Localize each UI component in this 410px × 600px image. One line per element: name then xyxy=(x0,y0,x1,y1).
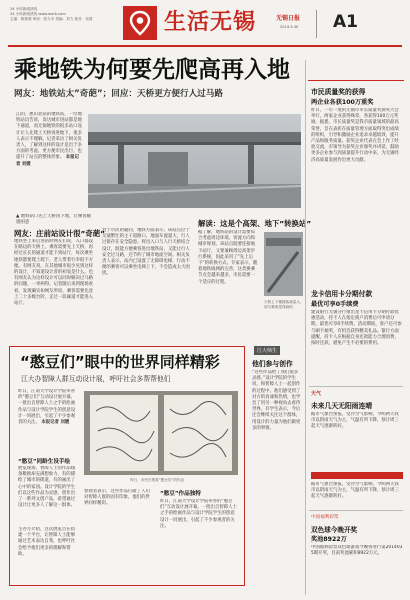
feature-sub1: “憨豆”同龄生设手绘 xyxy=(18,459,71,465)
station-photo-caption: ▲ 地铁站口先上天桥再下地，让乘客颇感困惑 xyxy=(16,214,92,226)
credit-card-sub: 最优可享0手续费 xyxy=(311,301,359,308)
artwork-photo xyxy=(84,391,238,475)
lottery-text: 中国福利彩票双色球游戏今晚将进行第2014035期开奖，目前奖池累积8922万元。 xyxy=(311,545,403,557)
issue-date: 2014.3.30 xyxy=(280,25,299,29)
info-line-1: 24 小时新闻热线 xyxy=(10,7,38,11)
lottery-head: 双色球今晚开奖 xyxy=(311,526,358,534)
lottery-sub: 奖池8922万 xyxy=(311,536,347,543)
lead-right-head: 解读：这是个高架、地下”转换站” xyxy=(198,219,312,228)
lead-intro-byline: 本报记者 刘媛 xyxy=(16,155,79,167)
side-label: 江大师生 xyxy=(254,346,280,355)
feature-subhead: 江大办智障人群互动设计展，呼吁社会多帮帮他们 xyxy=(21,375,171,383)
weather-detail: 据市气象台预报，受冷空气影响，今明两天我市以阴雨天气为主，气温有所下降，预计周三起天气逐渐转好。 xyxy=(311,482,399,500)
artwork-caption: 昨日，市民在观看“憨豆们”的作品 xyxy=(130,478,185,482)
side-head: 他们参与创作 xyxy=(252,360,293,368)
feature-sub2: “憨豆”作品独特 xyxy=(160,491,201,497)
masthead-info xyxy=(10,7,122,22)
lottery-label: 中国福利彩票 xyxy=(311,515,339,520)
quality-award-sub: 两企业各获100万重奖 xyxy=(311,99,374,106)
lottery-divider xyxy=(309,510,403,511)
weather-divider xyxy=(309,386,403,387)
masthead-divider xyxy=(316,10,317,38)
weather-bar xyxy=(311,472,403,479)
side-text: “这些作品给了我们很多灵感。”设计学院的学生说，和智障人士一起创作的过程中，他们感受到了对方的真诚和热情，也学会了用另一种视角去看待世界。有学生表示，今后还会继续关注这个群体，用设计的力量为他们做更多的事情。 xyxy=(252,370,301,431)
feature-intro xyxy=(18,389,78,449)
credit-card-head: 龙卡信用卡分期付款 xyxy=(311,290,373,298)
feature-headline: “憨豆们”眼中的世界同样精彩 xyxy=(20,353,220,371)
lead-mid-text: 对于市民的疑问，地铁方面表示，该站点位于交通繁忙的主干道路口，地面车流量大，行人过街存在安全隐患。将出入口与人行天桥结合设计，既能方便乘客进出地铁站，又能让行人安全过马路，还节约了城市地面空间。相关负责人表示，站内已设置了无障碍电梯，行动不便的乘客可以乘坐电梯上下，不会造成太大困扰。 xyxy=(102,228,190,277)
location-pin-icon xyxy=(123,6,157,40)
weather-label: 天气 xyxy=(311,391,322,397)
feature-text1: 展览现场，智障人士的作品线条稚拙却充满想象力，有的描绘了城市的街道，有的画出了心中的家园。设计学院的学生们以这些作品为灵感，创作出了一系列文创产品，希望通过设计让更多人了解这一群体。 xyxy=(18,466,76,509)
lead-intro xyxy=(16,112,82,212)
feature-text4: 昨日，江南大学设计学院举办的“憨豆们”互动设计展开幕，一批出自智障人士之手的绘画作品与设计学院学生的创意设计一同展出，引起了不少参观者的关注。 xyxy=(160,499,237,529)
right-column-divider xyxy=(305,60,306,595)
station-photo xyxy=(88,114,301,208)
lead-left-text: 地铁坐上来后进站时网友们说，入口都设在路边的天桥上，乘客需要先上天桥，再经过长长的通道才能下到站厅，每次乘坐地铁都要爬上爬下，老人带着行李很不方便。有网友说，在其他城市很少见到这样的设计，不知道设计者的初衷是什么。也有网友认为这样设计可以同时解决过马路的问题，一举两得。记者随后来到现场查看，发现确实如网友所说，乘客需要先登上二十多级台阶，走过一段廊道才能进入站厅。 xyxy=(14,239,94,307)
page-number: A1 xyxy=(333,12,358,32)
feature-text3: 参观者表示，这些作品打破了人们对智障人群的固有印象，他们的世界同样精彩。 xyxy=(84,489,150,507)
credit-card-text: 建设银行无锡分行推出龙卡信用卡分期付款优惠活动，持卡人在指定商户消费后可申请分期，最优可享0手续费。活动期间，客户还可参与刷卡抽奖，有机会获得精美礼品。银行方面提醒，持卡人应根据自身还款能力合理消费，按时还款，避免产生不必要的费用。 xyxy=(311,310,402,347)
paper-name: 无锡日报 xyxy=(276,15,301,22)
quality-award-text: 昨日，一年一度的无锡市市长质量奖颁奖大会举行，两家企业获得殊荣，各获得100万元奖励。据悉，市长质量奖是我市质量领域的最高荣誉，旨在表彰在质量管理方面取得突出成绩的组织，引导和激励企业追求卓越绩效，提升产品和服务质量。获奖企业代表在会上作了经验交流，市领导为获奖企业颁奖并讲话，鼓励更多企业参与到质量提升行动中来，为无锡经济高质量发展作出更大贡献。 xyxy=(311,108,399,163)
lead-intro-text: 江阴、惠山北站的地铁站，一位地铁站员告诉，发达城市进站都是地下通道，而无锡地铁的很多站口设计让人先爬上天桥再进地下，很多人表示不理解。记者采访了相关负责人，了解到这样的设计是出于多方面的考虑，更方便市民出行，也提升了站点的整体形象。 xyxy=(16,112,82,161)
quality-award-head: 市民质量奖的获得 xyxy=(311,88,366,96)
lead-headline: 乘地铁为何要先爬高再入地 xyxy=(14,57,290,83)
weather-text: 据市气象台预报，受冷空气影响，今明两天我市以阴雨天气为主，气温有所下降，预计周三起天气逐渐转好。 xyxy=(311,412,399,430)
info-line-2: 24 小时新闻热线 www.wxrb.com xyxy=(10,12,66,16)
info-line-3: 主编：陈莉莉 审读：张少平 美编：刘力 校对：吴倩 xyxy=(10,17,93,21)
lead-story xyxy=(8,56,312,309)
side-column xyxy=(250,346,302,584)
lead-right-text: 据了解，地铁站的设计需要综合考虑周边环境、客流方向和城市规划。该站点既要连接地下站厅，又要兼顾周边高架步行系统，因此采用了”先上后下”的转换方式。专家表示，随着地铁线网的完善，这类换乘节点会越来越多，市民需要一个适应的过程。 xyxy=(198,230,258,285)
masthead xyxy=(0,0,410,48)
feature-intro-text: 昨日，江南大学设计学院举办的“憨豆们”互动设计展开幕，一批出自智障人士之手的绘画作品与设计学院学生的创意设计一同展出，引起了不少参观者的关注。 xyxy=(18,389,76,426)
masthead-bottom-rule xyxy=(8,45,402,47)
lead-left-head: 网友：庄前站设计很”奇葩” xyxy=(14,229,106,238)
stairs-photo-caption: 天桥上下楼梯客流量大，部分乘客觉得麻烦 xyxy=(264,300,304,309)
weather-head: 未来几天无阳雨连晴 xyxy=(311,402,373,410)
lead-subhead: 网友：地铁站太”奇葩”；回应：天桥更方便行人过马路 xyxy=(14,89,223,99)
stairs-photo xyxy=(264,232,303,296)
right-column xyxy=(305,60,405,595)
right-column-top-rule xyxy=(308,80,404,81)
section-title: 生活无锡 xyxy=(164,10,257,35)
feature-byline: 本报记者 刘媛 xyxy=(41,420,70,426)
feature-text2: 主办方介绍，这次展览旨在搭建一个平台，让智障人士能够通过艺术表达自我，也呼吁社会给予他们更多的理解和帮助。 xyxy=(18,527,76,557)
feature-story xyxy=(9,346,245,586)
